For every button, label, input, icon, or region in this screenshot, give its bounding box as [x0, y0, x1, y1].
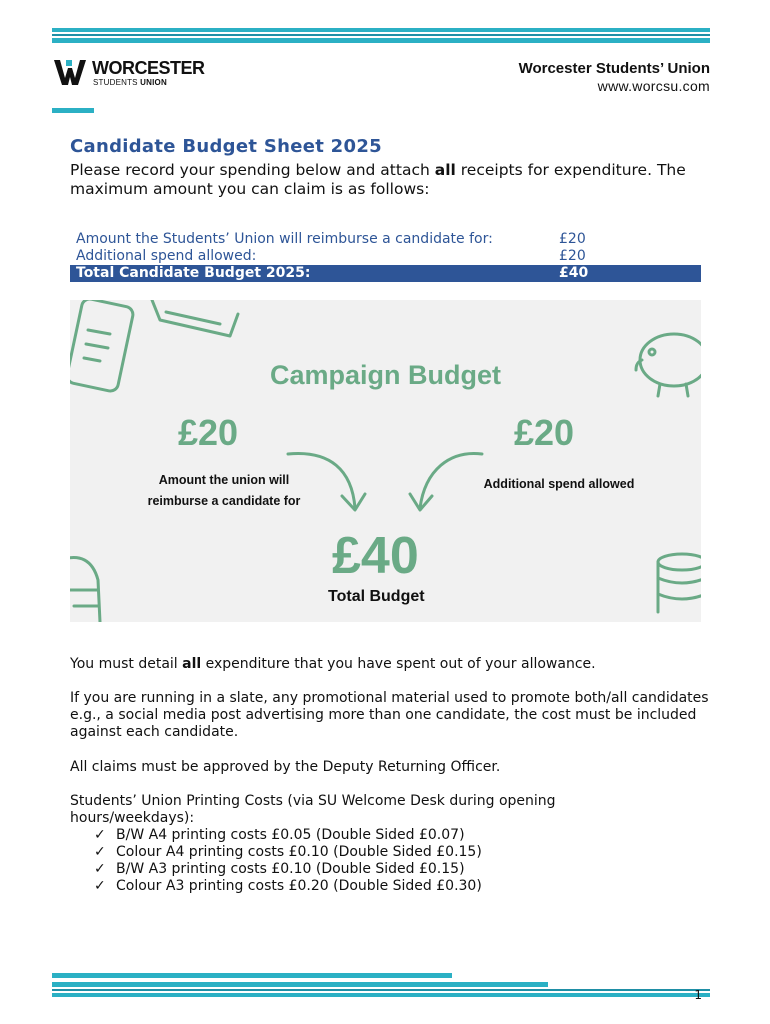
list-item-text: Colour A3 printing costs £0.20 (Double Sided £0.30): [116, 878, 482, 894]
budget-row: [70, 231, 701, 248]
header-rule-middle: [52, 34, 710, 36]
intro-paragraph: [70, 161, 710, 199]
backpack-icon: [70, 558, 100, 623]
footer-rule-mid: [52, 982, 548, 987]
check-icon: ✓: [94, 861, 106, 877]
list-item: [94, 827, 714, 844]
list-item: [94, 861, 714, 878]
org-name: Worcester Students’ Union: [518, 60, 710, 77]
logo-wordmark: WORCESTER: [92, 58, 205, 78]
logo-sub-students: STUDENTS: [93, 78, 138, 87]
para-approval: All claims must be approved by the Deputy Returning Officer.: [70, 759, 501, 775]
graphic-left-caption-line-1: Amount the union will: [158, 473, 290, 487]
intro-text-2: receipts for expenditure. The maximum amount you can claim is as follows:: [70, 161, 686, 198]
budget-row-label: Additional spend allowed:: [76, 248, 257, 264]
page-number: 1: [694, 988, 702, 1002]
budget-total-amount: £40: [559, 265, 589, 281]
check-icon: ✓: [94, 827, 106, 843]
graphic-total-label: Total Budget: [328, 588, 425, 605]
intro-bold: all: [434, 161, 456, 179]
budget-total-label: Total Candidate Budget 2025:: [76, 265, 311, 281]
logo-sub-union: UNION: [140, 78, 167, 87]
header-rule-bottom: [52, 38, 710, 43]
budget-row: [70, 248, 701, 265]
para-printing-intro: Students’ Union Printing Costs (via SU Welcome Desk during opening hours/weekdays):: [70, 793, 556, 826]
graphic-total-amount: £40: [332, 527, 419, 585]
para-slate: If you are running in a slate, any promotional material used to promote both/all candidates e.g., a social media post advertising more than one candidate, the cost must be included against each candidate.: [70, 690, 709, 740]
budget-table: [70, 231, 701, 282]
check-icon: ✓: [94, 878, 106, 894]
para1-text-2: expenditure that you have spent out of your allowance.: [201, 656, 596, 672]
list-item-text: B/W A4 printing costs £0.05 (Double Sided £0.07): [116, 827, 465, 843]
printing-costs-list: [94, 827, 714, 895]
header-rule-top: [52, 28, 710, 32]
budget-row-label: Amount the Students’ Union will reimburse a candidate for:: [76, 231, 493, 247]
accent-bar: [52, 108, 94, 113]
para-detail-expenditure: [70, 656, 710, 673]
worcester-su-logo: [52, 58, 232, 88]
list-item-text: Colour A4 printing costs £0.10 (Double Sided £0.15): [116, 844, 482, 860]
graphic-left-caption: [116, 470, 332, 512]
logo-subtitle: [93, 78, 167, 87]
org-url: www.worcsu.com: [597, 78, 710, 94]
budget-row-amount: £20: [559, 231, 586, 247]
graphic-left-caption-line-2: reimburse a candidate for: [147, 494, 301, 508]
list-item: [94, 844, 714, 861]
footer-rule-long: [52, 993, 710, 997]
check-icon: ✓: [94, 844, 106, 860]
budget-total-row: [70, 265, 701, 282]
intro-text-1: Please record your spending below and attach: [70, 161, 435, 179]
budget-row-amount: £20: [559, 248, 586, 264]
list-item: [94, 878, 714, 895]
org-contact: [519, 60, 710, 94]
para1-bold: all: [182, 656, 202, 672]
list-item-text: B/W A3 printing costs £0.10 (Double Sided £0.15): [116, 861, 465, 877]
graphic-left-amount: £20: [178, 412, 239, 453]
graphic-right-caption: Additional spend allowed: [483, 477, 635, 491]
logo-mark-icon: [52, 58, 88, 86]
footer-rule-short: [52, 973, 452, 978]
cash-icon: [152, 300, 238, 336]
graphic-right-amount: £20: [514, 412, 575, 453]
para1-text-1: You must detail: [70, 656, 183, 672]
campaign-budget-graphic: [70, 300, 701, 622]
footer-rule-thin: [52, 989, 710, 991]
page-title: Candidate Budget Sheet 2025: [70, 136, 382, 157]
coins-icon: [658, 554, 701, 612]
graphic-title: Campaign Budget: [269, 360, 501, 390]
